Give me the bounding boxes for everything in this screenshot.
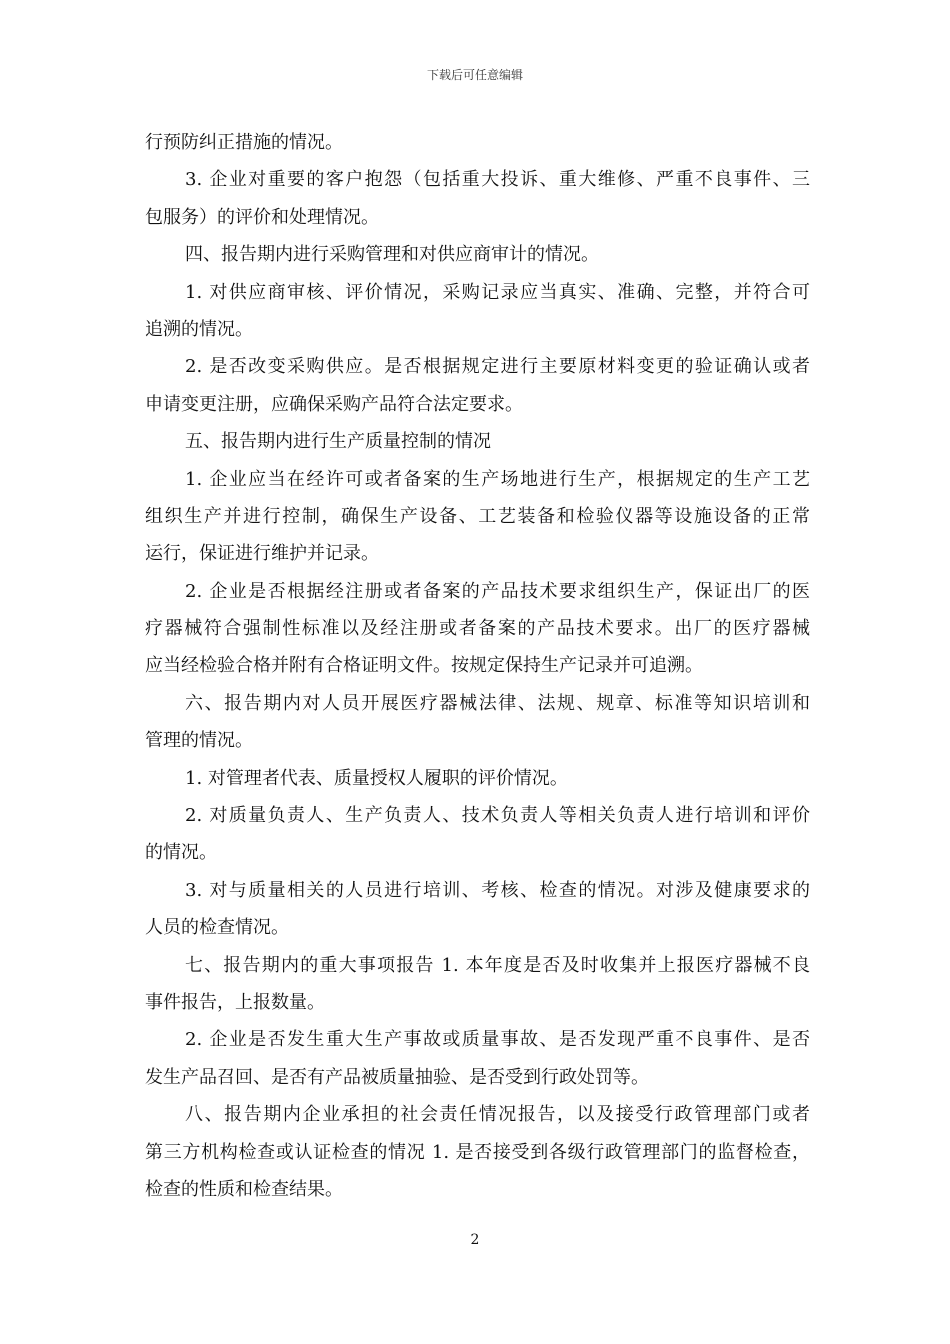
text-line: 3. 企业对重要的客户抱怨（包括重大投诉、重大维修、严重不良事件、三 bbox=[185, 169, 810, 191]
text-line: 申请变更注册，应确保采购产品符合法定要求。 bbox=[145, 393, 523, 415]
text-line: 行预防纠正措施的情况。 bbox=[145, 132, 343, 153]
text-line: 六、报告期内对人员开展医疗器械法律、法规、规章、标准等知识培训和 bbox=[185, 692, 810, 714]
text-line: 1. 企业应当在经许可或者备案的生产场地进行生产，根据规定的生产工艺 bbox=[185, 468, 810, 490]
text-line: 1. 对管理者代表、质量授权人履职的评价情况。 bbox=[185, 767, 568, 789]
text-line: 管理的情况。 bbox=[145, 730, 253, 752]
page-number: 2 bbox=[470, 1232, 480, 1248]
text-line: 的情况。 bbox=[145, 842, 217, 864]
text-line: 包服务）的评价和处理情况。 bbox=[145, 206, 379, 228]
text-line: 2. 企业是否发生重大生产事故或质量事故、是否发现严重不良事件、是否 bbox=[185, 1029, 810, 1051]
text-line: 四、报告期内进行采购管理和对供应商审计的情况。 bbox=[185, 244, 599, 266]
text-line: 2. 对质量负责人、生产负责人、技术负责人等相关负责人进行培训和评价 bbox=[185, 805, 810, 827]
text-line: 3. 对与质量相关的人员进行培训、考核、检查的情况。对涉及健康要求的 bbox=[185, 879, 810, 901]
text-line: 发生产品召回、是否有产品被质量抽验、是否受到行政处罚等。 bbox=[145, 1066, 649, 1088]
text-line: 运行，保证进行维护并记录。 bbox=[145, 543, 379, 565]
text-line: 人员的检查情况。 bbox=[145, 917, 289, 939]
text-line: 事件报告，上报数量。 bbox=[145, 991, 325, 1013]
text-line: 追溯的情况。 bbox=[145, 318, 253, 340]
text-line: 1. 对供应商审核、评价情况，采购记录应当真实、准确、完整，并符合可 bbox=[185, 281, 810, 303]
text-line: 疗器械符合强制性标准以及经注册或者备案的产品技术要求。出厂的医疗器械 bbox=[145, 618, 810, 640]
document-body bbox=[145, 124, 810, 1208]
text-line: 第三方机构检查或认证检查的情况 1. 是否接受到各级行政管理部门的监督检查， bbox=[145, 1141, 810, 1163]
text-line: 应当经检验合格并附有合格证明文件。按规定保持生产记录并可追溯。 bbox=[145, 655, 703, 677]
text-line: 2. 企业是否根据经注册或者备案的产品技术要求组织生产，保证出厂的医 bbox=[185, 580, 810, 602]
page-header: 下载后可任意编辑 bbox=[426, 68, 523, 82]
text-line: 2. 是否改变采购供应。是否根据规定进行主要原材料变更的验证确认或者 bbox=[185, 356, 810, 378]
text-line: 八、报告期内企业承担的社会责任情况报告，以及接受行政管理部门或者 bbox=[185, 1104, 810, 1126]
text-line: 五、报告期内进行生产质量控制的情况 bbox=[185, 431, 491, 453]
text-line: 组织生产并进行控制，确保生产设备、工艺装备和检验仪器等设施设备的正常 bbox=[145, 505, 810, 527]
text-line: 七、报告期内的重大事项报告 1. 本年度是否及时收集并上报医疗器械不良 bbox=[185, 954, 810, 976]
text-line: 检查的性质和检查结果。 bbox=[145, 1178, 343, 1200]
